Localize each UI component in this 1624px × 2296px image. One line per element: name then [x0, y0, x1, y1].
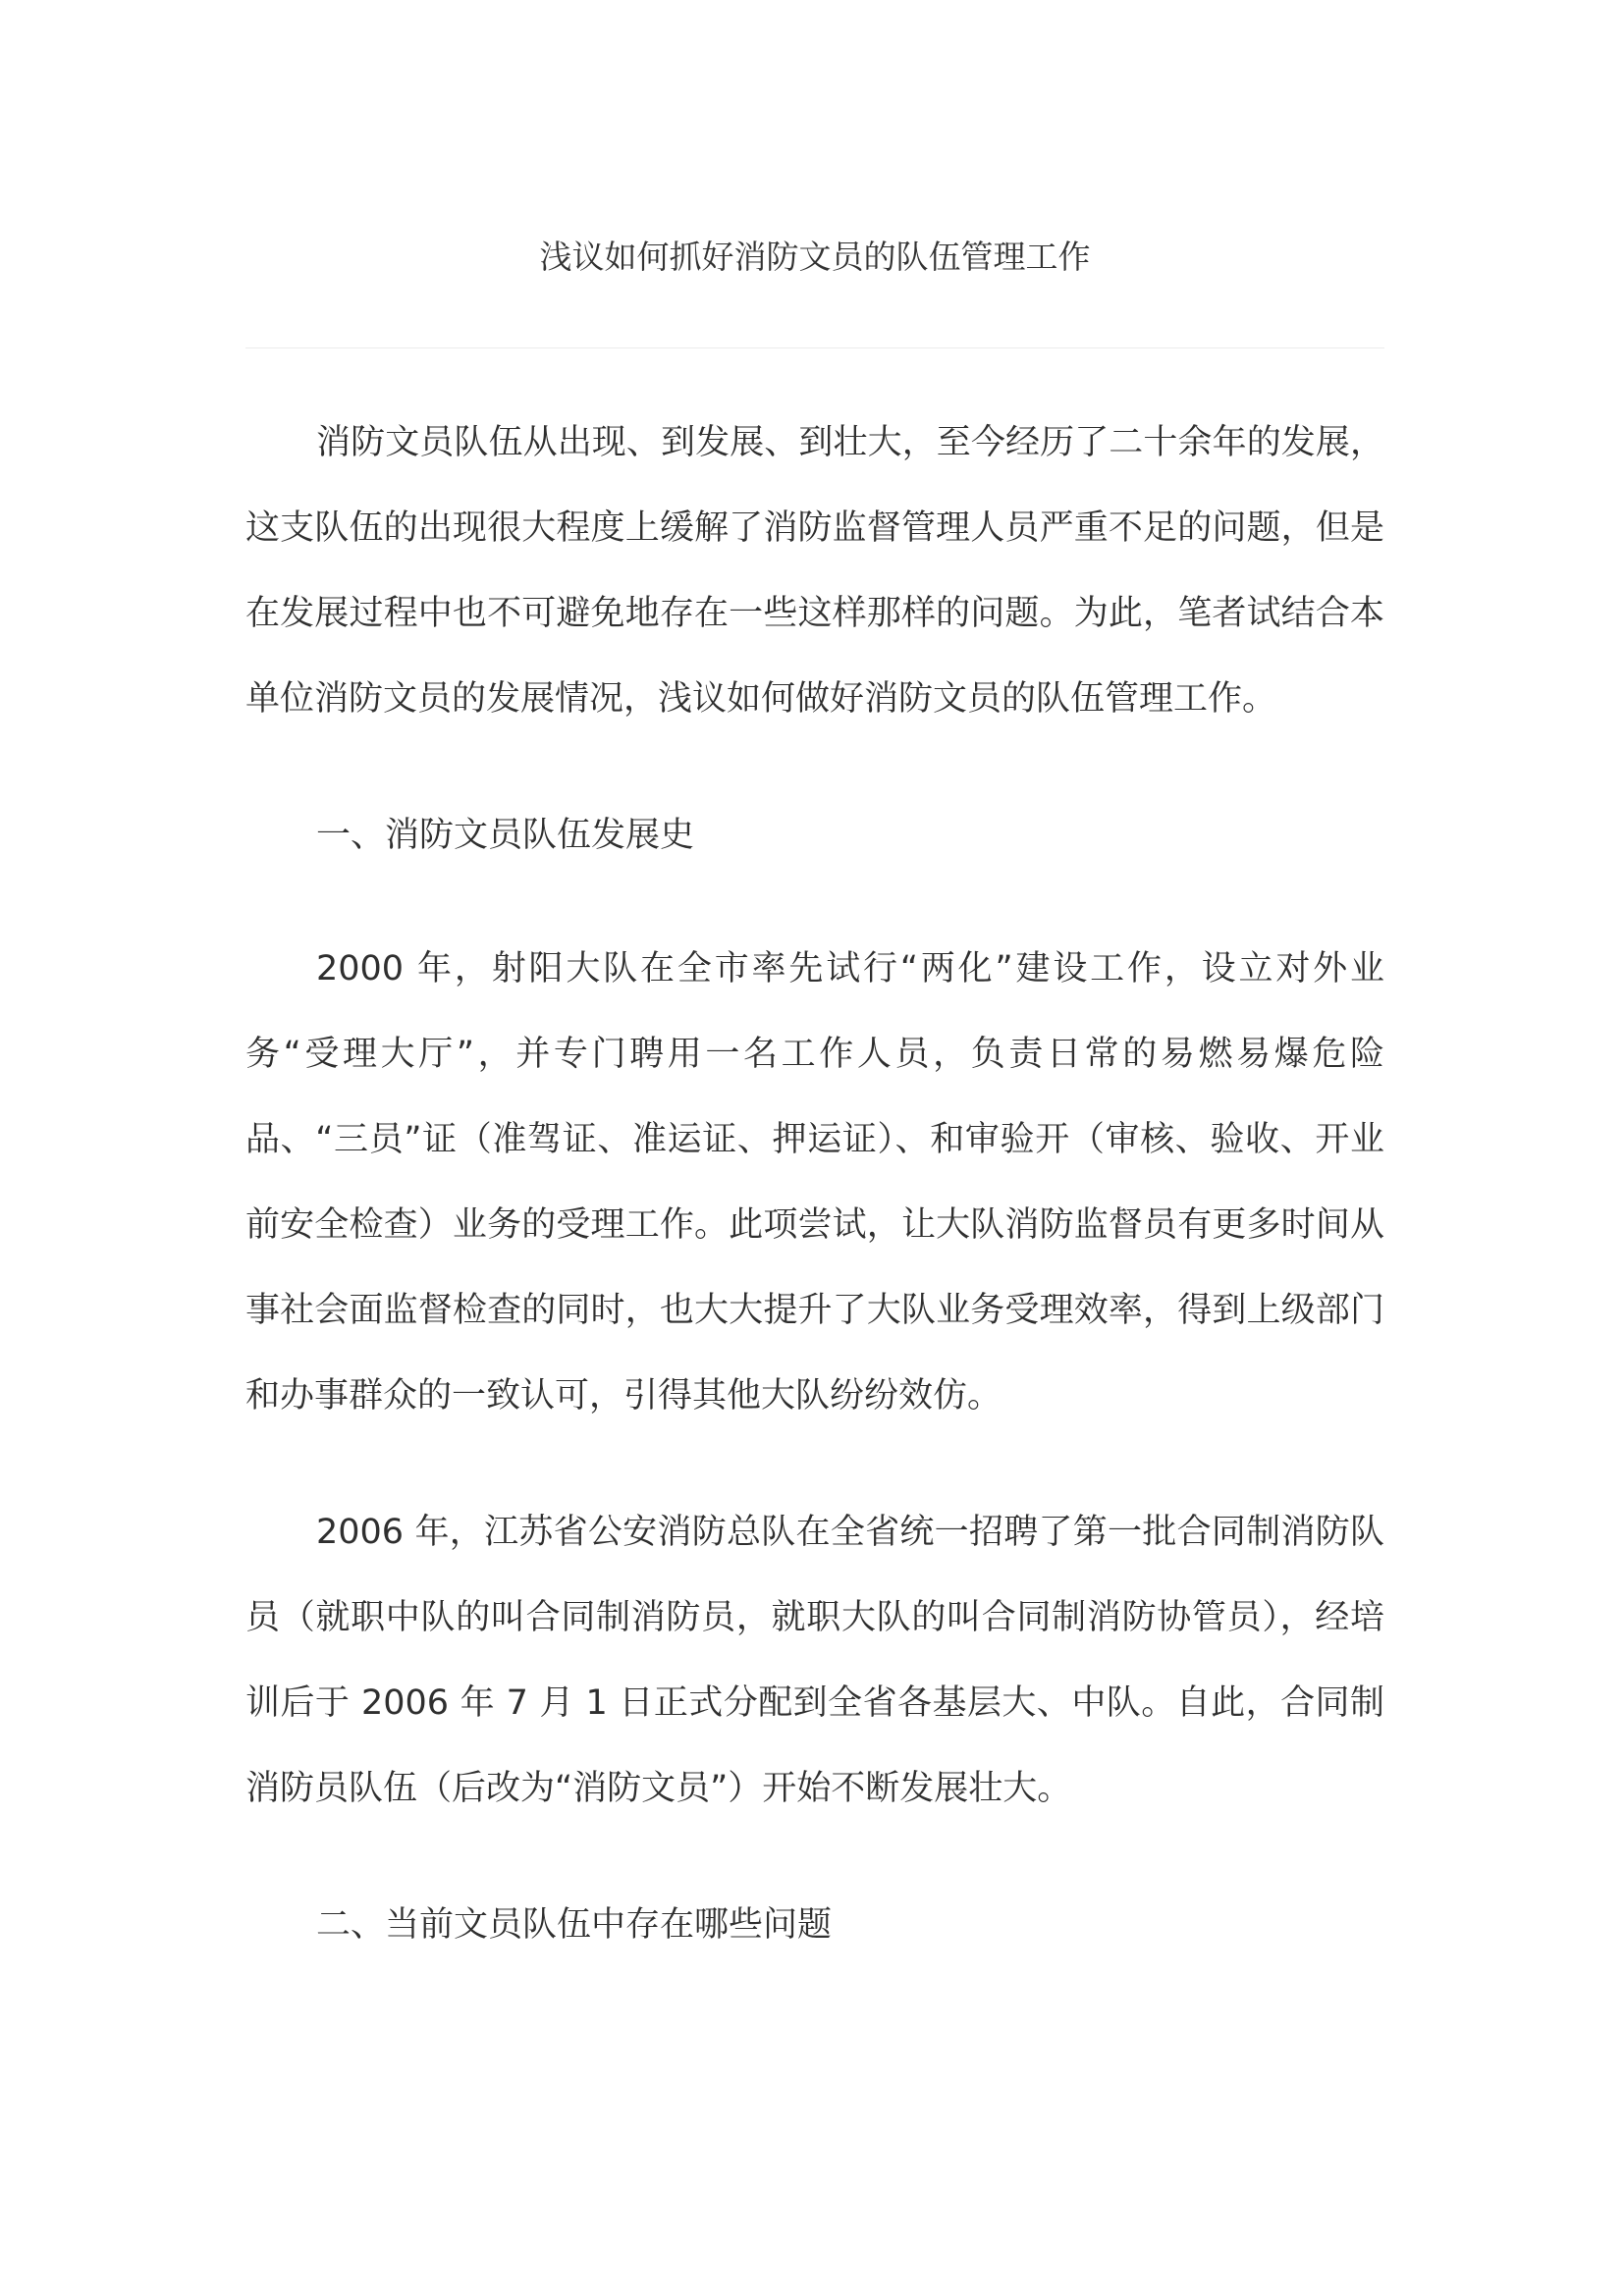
document-title: 浅议如何抓好消防文员的队伍管理工作	[539, 238, 1091, 276]
title-divider	[245, 347, 1384, 348]
section-heading-problems: 二、当前文员队伍中存在哪些问题	[316, 1905, 833, 1945]
section-heading-history: 一、消防文员队伍发展史	[316, 816, 695, 855]
paragraph-intro: 消防文员队伍从出现、到发展、到壮大，至今经历了二十余年的发展，这支队伍的出现很大程度上缓解了消防监督管理人员严重不足的问题，但是在发展过程中也不可避免地存在一些这样那样的问题。为此，笔者试结合本单位消防文员的发展情况，浅议如何做好消防文员的队伍管理工作。	[245, 423, 1384, 719]
paragraph-2000: 2000 年，射阳大队在全市率先试行“两化”建设工作，设立对外业务“受理大厅”，并专门聘用一名工作人员，负责日常的易燃易爆危险品、“三员”证（准驾证、准运证、押运证）、和审验开（审核、验收、开业前安全检查）业务的受理工作。此项尝试，让大队消防监督员有更多时间从事社会面监督检查的同时，也大大提升了大队业务受理效率，得到上级部门和办事群众的一致认可，引得其他大队纷纷效仿。	[245, 949, 1384, 1415]
paragraph-2006: 2006 年，江苏省公安消防总队在全省统一招聘了第一批合同制消防队员（就职中队的叫合同制消防员，就职大队的叫合同制消防协管员），经培训后于 2006 年 7 月 1 日正式分配到全省各基层大、中队。自此，合同制消防员队伍（后改为“消防文员”）开始不断发展壮大。	[245, 1513, 1384, 1808]
